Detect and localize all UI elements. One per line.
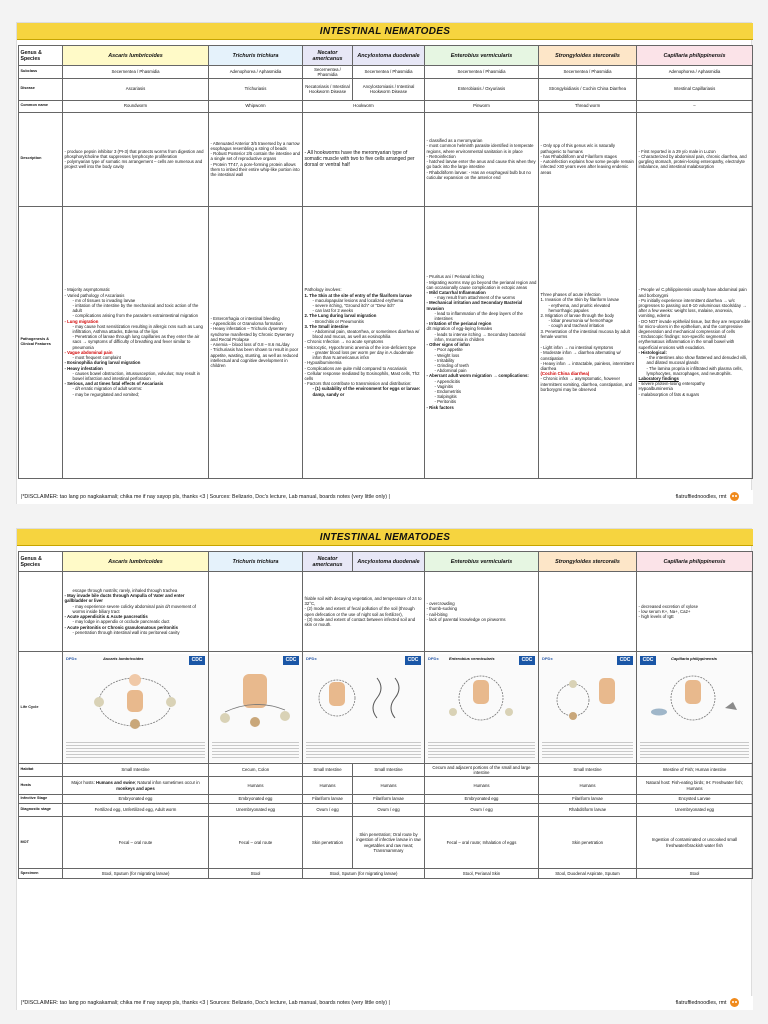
diagram-title: Enterobius vermicularis bbox=[449, 655, 495, 661]
line: - Mechanical irritation and Secondary Bacterial Invasion bbox=[426, 300, 523, 311]
cell: Necatoriasis / Intestinal Hookworm Disease bbox=[303, 78, 353, 100]
cell: Ascariasis bbox=[63, 78, 209, 100]
line: - cough and tracheal irritation bbox=[548, 323, 605, 329]
cell: Thread worm bbox=[539, 100, 637, 112]
cell bbox=[209, 652, 303, 764]
line: (Cochin China diarrhea) bbox=[540, 371, 590, 377]
cell: - classified as a meromyarian - most common helminth parasite identified in temperate regions, where environmental sanitation is in place - Retroinfection - hatched larvae enter the anus and cause this when they go back into the large intestine - Rhabditiform larvae: - Has an esophageal bulb but no cuticular expansion on the anterior end bbox=[425, 112, 539, 206]
line: - Penetration of larvae through lung capillaries as they enter the air sacs → symptoms of difficulty of breathing and fever similar to pneumonia bbox=[72, 334, 200, 350]
disclaimer bbox=[17, 996, 753, 1010]
line: - may be regurgitated and vomited; bbox=[72, 391, 140, 397]
cell: Filariform larvae bbox=[539, 795, 637, 804]
cell: Cecum, Colon bbox=[209, 764, 303, 777]
owl-icon bbox=[730, 998, 739, 1007]
cycle-illustration bbox=[307, 668, 419, 732]
text: monkeys and apes bbox=[116, 785, 155, 791]
line: - Chronic infxn → asymptomatic, however intermittent vomiting, diarrhea, constipation, and borborygmi may be observed bbox=[540, 376, 632, 392]
cell: Embryonated egg bbox=[425, 795, 539, 804]
line: - Chronic Infection → no acute symptoms bbox=[304, 339, 384, 345]
line: - complications arising from the parasite's extraintestinal migration bbox=[72, 313, 198, 319]
line: - leads to intense itching → Secondary bacterial infxn, Insomnia in children bbox=[434, 331, 526, 342]
line: Three phases of acute infection bbox=[540, 292, 601, 298]
author bbox=[676, 996, 739, 1010]
line: - Acute appendicitis & Acute pancreatitis bbox=[64, 614, 148, 620]
line: - Complications are quite mild compared to Ascariasis bbox=[304, 365, 407, 371]
common-name-row bbox=[19, 100, 753, 112]
line: - Light infxn → no intestinal symptoms bbox=[540, 345, 614, 351]
diagram-caption bbox=[542, 740, 633, 760]
line: - Weight loss bbox=[434, 352, 460, 358]
pathogenesis-cont-row bbox=[19, 572, 753, 652]
line: - greater blood loss per worm per day in A.duodenale infxn than N.americanus infxn bbox=[312, 349, 414, 361]
cell bbox=[637, 206, 753, 478]
line: - People w/ C.philippinensis usually have abdominal pain and borborygmi bbox=[638, 287, 747, 298]
line: 1. Invasion of the Skin by filariform larvae bbox=[540, 297, 620, 303]
mot-row bbox=[19, 817, 753, 869]
description-row bbox=[19, 112, 753, 206]
pathogenesis-row bbox=[19, 206, 753, 478]
line: - mn of tissues to invading larvae bbox=[72, 297, 136, 303]
cell bbox=[303, 206, 425, 478]
line: - Abdominal pain bbox=[434, 368, 467, 374]
line: - Mild Catarrhal Inflammation bbox=[426, 290, 486, 296]
line: - Factors that contribute to transmission and distribution: bbox=[304, 381, 412, 387]
line: - Acute peritonitis or Chronic granulomatous peritonitis bbox=[64, 624, 178, 630]
life-cycle-diagram-strongyloides bbox=[539, 654, 636, 762]
line: - Lung migration bbox=[64, 318, 99, 324]
line: - severe itching, "Ground itch" or "Dew itch" bbox=[312, 303, 396, 309]
cell: Fecal – oral route bbox=[63, 817, 209, 869]
line: - Microcytic, Hypochromic anemia of the iron-deficient type bbox=[304, 344, 417, 350]
text: Humans and swine bbox=[95, 780, 135, 786]
cell: Adenophorea / Aphasmidia bbox=[209, 66, 303, 79]
line: 2. The Lung during larval migration bbox=[304, 313, 377, 319]
life-cycle-diagram-enterobius bbox=[425, 654, 538, 762]
diagnostic-stage-row bbox=[19, 804, 753, 817]
row-label: Common name bbox=[19, 100, 63, 112]
cell: Small Intestine bbox=[303, 764, 353, 777]
line: - malabsorption of fats & sugars bbox=[638, 391, 700, 397]
cell: - produce pepsin inhibitor 3 (PI-3) that protects worms from digestion and phosphorylcholine that suppresses lymphocyte proliferation - polymyarian type of somatic ms arrangement – cells are numerous and project well into the body cavity bbox=[63, 112, 209, 206]
cell: – bbox=[637, 100, 753, 112]
cdc-logo: CDC bbox=[519, 656, 535, 665]
cell: Humans bbox=[209, 777, 303, 795]
species-ancylostoma: Ancylostoma duodenale bbox=[353, 46, 425, 66]
line: 1. The Skin at the site of entry of the filariform larvae bbox=[304, 292, 412, 298]
genus-species-header: Genus & Species bbox=[19, 552, 63, 572]
nematode-table-1 bbox=[18, 45, 753, 479]
cell bbox=[425, 206, 539, 478]
row-label bbox=[19, 572, 63, 652]
text: Major hosts: bbox=[71, 780, 96, 786]
life-cycle-diagram-ascaris bbox=[63, 654, 208, 762]
line: 3. The Small intestine bbox=[304, 323, 349, 329]
cell bbox=[63, 572, 209, 652]
cell: Stool, Sputum (for migrating larvae) bbox=[63, 869, 209, 879]
species-necator: Necator americanus bbox=[303, 552, 353, 572]
species-ascaris: Ascaris lumbricoides bbox=[63, 552, 209, 572]
line: - The lamina propria is infiltrated with plasma cells, lymphocytes, macrophages, and neutrophils. bbox=[646, 365, 743, 376]
line: - causes bowel obstruction, intussusception, volvulus; may result in bowel infarction and intestinal perforation bbox=[72, 370, 201, 381]
cell: - All hookworms have the meromyarian type of somatic muscle with two to five cells arranged per dorsal or ventral half bbox=[303, 112, 425, 206]
line: - erythema, and pruritic elevated hemorrhagic papules bbox=[548, 302, 611, 313]
cell bbox=[539, 206, 637, 478]
line: - lobar pneumonia w/ hemorrhage bbox=[548, 318, 613, 324]
line: 3. Penetration of the intestinal mucosa by adult female worms bbox=[540, 328, 630, 339]
species-enterobius: Enterobius vermicularis bbox=[425, 46, 539, 66]
cell: Skin penetration bbox=[539, 817, 637, 869]
page-1 bbox=[16, 22, 752, 504]
species-strongyloides: Strongyloides stercoralis bbox=[539, 552, 637, 572]
line: - Varied pathology of Ascariasis bbox=[64, 292, 125, 298]
species-ancylostoma: Ancylostoma duodenale bbox=[353, 552, 425, 572]
cell: Secernentea / Phasmidia bbox=[425, 66, 539, 79]
line: - maculopapular lesions and localized erythema bbox=[312, 297, 404, 303]
cell: Humans bbox=[303, 777, 353, 795]
diagram-title: Ascaris lumbricoides bbox=[103, 655, 144, 661]
cell: Trichuriasis bbox=[209, 78, 303, 100]
cell: Strongyloidiasis / Cochin China Diarrhea bbox=[539, 78, 637, 100]
cell: Humans bbox=[539, 777, 637, 795]
line: - irritation of the intestine by the mechanical and toxic action of the adult bbox=[72, 303, 199, 314]
cycle-illustration bbox=[641, 668, 747, 732]
row-label: Diagnostic stage bbox=[19, 804, 63, 817]
cell: Embryonated egg bbox=[209, 795, 303, 804]
row-label: Pathogenesis & Clinical Features bbox=[19, 206, 63, 478]
row-label: Hosts bbox=[19, 777, 63, 795]
nematode-table-2 bbox=[18, 551, 753, 879]
line: - Majority asymptomatic bbox=[64, 287, 110, 293]
cell: - decreased excretion of xylose - low serum K+, Na+, Ca2+ - high levels of IgE bbox=[637, 572, 753, 652]
cdc-logo: CDC bbox=[189, 656, 205, 665]
cell: Secernentea / Phasmidia bbox=[353, 66, 425, 79]
line: - Other signs of infxn bbox=[426, 342, 470, 348]
line: - Moderate infxn → diarrhea alternating w/ constipation bbox=[540, 350, 621, 361]
line: - Peritonitis bbox=[434, 399, 456, 405]
disclaimer-text: |*DISCLAIMER: tao lang po nagkakamali; chika me if nay sayop pls, thanks <3 | Sources: Belizario, Doc's lecture, Lab manual, boards notes (very little only) | bbox=[21, 1000, 390, 1006]
dpdx-logo: DPDx bbox=[66, 655, 77, 661]
cell: Humans bbox=[425, 777, 539, 795]
hosts-row bbox=[19, 777, 753, 795]
cell: Unembryonated egg bbox=[209, 804, 303, 817]
cell: Fecal – oral route bbox=[209, 817, 303, 869]
author-name: flatruffiednoodles, rmt bbox=[675, 494, 727, 500]
diagram-title: Capillaria philippinensis bbox=[671, 655, 718, 661]
species-necator: Necator americanus bbox=[303, 46, 353, 66]
line: - may result from attachment of the worms bbox=[434, 295, 515, 301]
cell: Ovum / egg bbox=[353, 804, 425, 817]
disclaimer bbox=[17, 490, 753, 504]
cell: Whipworm bbox=[209, 100, 303, 112]
cell bbox=[637, 652, 753, 764]
cell bbox=[63, 652, 209, 764]
species-trichuris: Trichuris trichiura bbox=[209, 46, 303, 66]
author bbox=[676, 490, 739, 504]
line: - severe protein-losing enteropathy bbox=[638, 381, 705, 387]
line: - Vague abdominal pain bbox=[64, 349, 113, 355]
cell bbox=[539, 572, 637, 652]
line: - Salpingitis bbox=[434, 394, 457, 400]
cell: Cecum and adjacent portions of the small and large intestine bbox=[425, 764, 539, 777]
infective-stage-row bbox=[19, 795, 753, 804]
cycle-illustration bbox=[67, 668, 203, 736]
dpdx-logo: DPDx bbox=[542, 655, 553, 661]
line: - Irritability bbox=[434, 357, 455, 363]
line: - DO NOT invade epithelial tissue, but they are responsible for micro-ulcers in the epithelium, and the compressive degeneration and mechanical compression of cells bbox=[638, 318, 751, 335]
life-cycle-diagram-trichuris bbox=[209, 654, 302, 762]
cell: Natural host: Fish-eating birds; IH: Freshwater fish; Humans bbox=[637, 777, 753, 795]
cell: Ovum / egg bbox=[425, 804, 539, 817]
line: - Endoscopic findings: non-specific segmental erythematous inflammation in the small bowel with superficial erosions with exudation. bbox=[638, 334, 735, 350]
cell: Ancylostomiasis / Intestinal Hookworm Disease bbox=[353, 78, 425, 100]
page-title: INTESTINAL NEMATODES bbox=[17, 529, 753, 546]
page-2 bbox=[16, 528, 752, 1010]
author-name: flatruffiednoodles, rmt bbox=[675, 1000, 727, 1006]
cell: Hookworm bbox=[303, 100, 425, 112]
disclaimer-text: |*DISCLAIMER: tao lang po nagkakamali; chika me if nay sayop pls, thanks <3 | Sources: Belizario, Doc's lecture, Lab manual, boards notes (very little only) | bbox=[21, 494, 390, 500]
cell: Ovum / egg bbox=[303, 804, 353, 817]
line: - Aberrant adult worm migration → complications: bbox=[426, 373, 529, 379]
line: - Heavy infestation bbox=[64, 365, 103, 371]
cell: Stool bbox=[637, 869, 753, 879]
cell bbox=[539, 652, 637, 764]
line: - May invade bile ducts through Ampulla of Vater and enter gallbladder or liver bbox=[64, 593, 185, 604]
cell: Secernentea / Phasmidia bbox=[63, 66, 209, 79]
cdc-logo: CDC bbox=[283, 656, 299, 665]
row-label: Description bbox=[19, 112, 63, 206]
line: - penetration through intestinal wall into peritoneal cavity bbox=[72, 629, 180, 635]
line: - may experience severe colicky abdominal pain d/t movement of worms inside biliary tract bbox=[72, 603, 196, 614]
cell: Stool, Perianal Skin bbox=[425, 869, 539, 879]
cycle-illustration bbox=[429, 668, 533, 732]
life-cycle-diagram-hookworm bbox=[303, 654, 424, 762]
cell: Secernentea / Phasmidia bbox=[539, 66, 637, 79]
line: - Bronchitis or Pneumonitis bbox=[312, 318, 364, 324]
cell: Small Intestine bbox=[353, 764, 425, 777]
line: - Hypoalbuminemia bbox=[304, 360, 342, 366]
cell bbox=[303, 652, 425, 764]
line: Hypoalbuminemia bbox=[638, 386, 673, 392]
diagram-caption bbox=[306, 740, 421, 760]
cell: Intestinal Capillariasis bbox=[637, 78, 753, 100]
cycle-illustration bbox=[543, 668, 631, 732]
line: - Grinding of teeth bbox=[434, 362, 469, 368]
line: - can last for 2 weeks bbox=[312, 308, 354, 314]
cell bbox=[425, 652, 539, 764]
diagram-caption bbox=[66, 740, 205, 760]
row-label: Specimen bbox=[19, 869, 63, 879]
cell: - Only spp of this genus w/c is naturally pathogenic to humans - has Rhabditiform and Filariform stages - Autoinfection explains how some people remain infected >30 years even after leaving endemic areas bbox=[539, 112, 637, 206]
text: ; Natural infxn sometimes occur in bbox=[134, 780, 200, 786]
line: - Pruritus ani / Perianal itching bbox=[426, 274, 484, 280]
cell: Secernentea / Phasmidia bbox=[303, 66, 353, 79]
diagram-caption bbox=[212, 740, 299, 760]
header-row bbox=[19, 552, 753, 572]
line: - Px initially experience intermittent diarrhea → w/c progresses to passing out 8-10 voluminous stools/day → after a few weeks: weight loss, malaise, anorexia, vomiting, edema bbox=[638, 297, 747, 319]
line: - Appendicitis bbox=[434, 378, 461, 384]
row-label: Habitat bbox=[19, 764, 63, 777]
line: Laboratory findings bbox=[638, 375, 679, 381]
cell: Filariform larvae bbox=[303, 795, 353, 804]
dpdx-logo: DPDx bbox=[306, 655, 317, 661]
line: - may cause host sensitization resulting in allergic rxns such as Lung infiltration, Asthma attacks, Edema of the lips bbox=[72, 323, 203, 335]
header-row bbox=[19, 46, 753, 66]
habitat-row bbox=[19, 764, 753, 777]
cell: Stool bbox=[209, 869, 303, 879]
cell: Embryonated egg bbox=[63, 795, 209, 804]
cell: Enterobiasis / Oxyuriasis bbox=[425, 78, 539, 100]
line: - Vaginitis bbox=[434, 383, 454, 389]
cdc-logo: CDC bbox=[617, 656, 633, 665]
genus-species-header: Genus & Species bbox=[19, 46, 63, 66]
species-ascaris: Ascaris lumbricoides bbox=[63, 46, 209, 66]
cdc-logo: CDC bbox=[405, 656, 421, 665]
row-label: Infective Stage bbox=[19, 795, 63, 804]
line: - most frequent complaint bbox=[72, 355, 121, 361]
line: - Histological: bbox=[638, 349, 667, 355]
line: - Cellular response mediated by Eosinophils, Mast cells, Th2 cells bbox=[304, 370, 420, 381]
cell: - Attenuated Anterior 3/5 traversed by a narrow esophagus resembling a string of beads - Robust Posterior 2/5 contain the intestine and a single set of reproductive organs - Protein TT47, a pore-forming protein allows them to imbed their entire whip-like portion into the intestinal wall bbox=[209, 112, 303, 206]
life-cycle-diagram-capillaria bbox=[637, 654, 752, 762]
subclass-row bbox=[19, 66, 753, 79]
species-enterobius: Enterobius vermicularis bbox=[425, 552, 539, 572]
line: - Eosinophilia during larval migration bbox=[64, 360, 141, 366]
cell bbox=[63, 777, 209, 795]
cell: Intestine of Fish; Human intestine bbox=[637, 764, 753, 777]
species-strongyloides: Strongyloides stercoralis bbox=[539, 46, 637, 66]
line: - lead to inflammation of the deep layers of the intestines bbox=[434, 310, 523, 322]
cycle-illustration bbox=[213, 668, 297, 732]
cell: Adenophorea / Aphasmidia bbox=[637, 66, 753, 79]
line: - may lodge in appendix or occlude pancreatic duct bbox=[72, 619, 170, 625]
cell: friable soil with decaying vegetation, and temperature of 24 to 32°C, - (2) mode and extent of fecal pollution of the soil (through open defecation or the use of night soil as fertilizer), - (3) mode and extent of contact between infected soil and skin or mouth. bbox=[303, 572, 425, 652]
line: - Endometritis bbox=[434, 388, 462, 394]
cell: Unembryonated egg bbox=[637, 804, 753, 817]
line: - Migrating worms may go beyond the perianal region and can occasionally cause complication in ectopic areas bbox=[426, 279, 537, 290]
row-label: MOT bbox=[19, 817, 63, 869]
row-label: Disease bbox=[19, 78, 63, 100]
row-label: Subclass bbox=[19, 66, 63, 79]
line: - Serious, and at times fatal effects of Ascariasis bbox=[64, 381, 164, 387]
line: - Irritation of the perianal region bbox=[426, 321, 492, 327]
disease-row bbox=[19, 78, 753, 100]
line: - Abdominal pain, steatorrhea, or sometimes diarrhea w/ blood and mucus, as well as eosinophilia bbox=[312, 329, 420, 340]
line: 2. Migration of larvae through the body bbox=[540, 313, 615, 319]
species-trichuris: Trichuris trichiura bbox=[209, 552, 303, 572]
line: escape through nostrils; rarely, inhaled through trachea bbox=[72, 588, 178, 594]
specimen-row bbox=[19, 869, 753, 879]
cdc-logo: CDC bbox=[640, 656, 656, 665]
diagram-caption bbox=[640, 740, 749, 760]
cell: Skin penetration; Oral route by ingestion of infective larvae in raw vegetables and raw meat; Transmammary bbox=[353, 817, 425, 869]
cell: Stool, Duodenal Aspirate, Sputum bbox=[539, 869, 637, 879]
cell: Filariform larvae bbox=[353, 795, 425, 804]
diagram-caption bbox=[428, 740, 535, 760]
cell: Ingestion of contaminated or uncooked small freshwater/brackish water fish bbox=[637, 817, 753, 869]
cell: - First reported in a 29 y/o male in Luzon - Characterized by abdominal pain, chronic diarrhea, and gurgling stomach, protein-losing enteropathy, electrolyte imbalance, and intestinal malabsorption bbox=[637, 112, 753, 206]
line: - Risk factors bbox=[426, 404, 454, 410]
line: Pathology involves: bbox=[304, 287, 342, 293]
line: - Poor appetite bbox=[434, 347, 463, 353]
cell: Small Intestine bbox=[63, 764, 209, 777]
species-capillaria: Capillaria philippinensis bbox=[637, 46, 753, 66]
line: - (1) suitability of the environment for eggs or larvae: damp, sandy or bbox=[312, 386, 421, 397]
cell bbox=[209, 572, 303, 652]
cell: Small Intestine bbox=[539, 764, 637, 777]
dpdx-logo: DPDx bbox=[428, 655, 439, 661]
cell: Encysted Larvae bbox=[637, 795, 753, 804]
line: - d/t erratic migration of adult worms: bbox=[72, 386, 143, 392]
cell: Rhabditiform larvae bbox=[539, 804, 637, 817]
cell bbox=[63, 206, 209, 478]
page-title: INTESTINAL NEMATODES bbox=[17, 23, 753, 40]
cell: Pinworm bbox=[425, 100, 539, 112]
cell: Skin penetration bbox=[303, 817, 353, 869]
line: d/t migration of egg-laying females bbox=[426, 326, 493, 332]
cell: - overcrowding - thumb-sucking - nail-biting - lack of parental knowledge on pinworms bbox=[425, 572, 539, 652]
line: - the intestines also show flattened and denuded villi, and dilated mucosal glands bbox=[646, 355, 748, 366]
species-capillaria: Capillaria philippinensis bbox=[637, 552, 753, 572]
cell: Roundworm bbox=[63, 100, 209, 112]
owl-icon bbox=[730, 492, 739, 501]
line: - Heavy infxn → intractable, painless, intermittent diarrhea bbox=[540, 360, 634, 371]
cell: Humans bbox=[353, 777, 425, 795]
life-cycle-row bbox=[19, 652, 753, 764]
cell: Fertilized egg, Unfertilized egg, Adult worm bbox=[63, 804, 209, 817]
row-label: Life Cycle bbox=[19, 652, 63, 764]
cell: - Enterorrhagia or intestinal bleeding - Appendicitis or Granuloma formation - Heavy infestation – Trichuris dysentery syndrome manifested by Chronic Dysentery and Rectal Prolapse - Anemia – blood loss of 0.8 – 8.6 mL/day - Trichuriasis has been shown to result in poor appetite, wasting, stunting, as well as reduced intellectual and cognitive development in children bbox=[209, 206, 303, 478]
cell: Stool, Sputum (for migrating larvae) bbox=[303, 869, 425, 879]
cell: Fecal – oral route; Inhalation of eggs bbox=[425, 817, 539, 869]
